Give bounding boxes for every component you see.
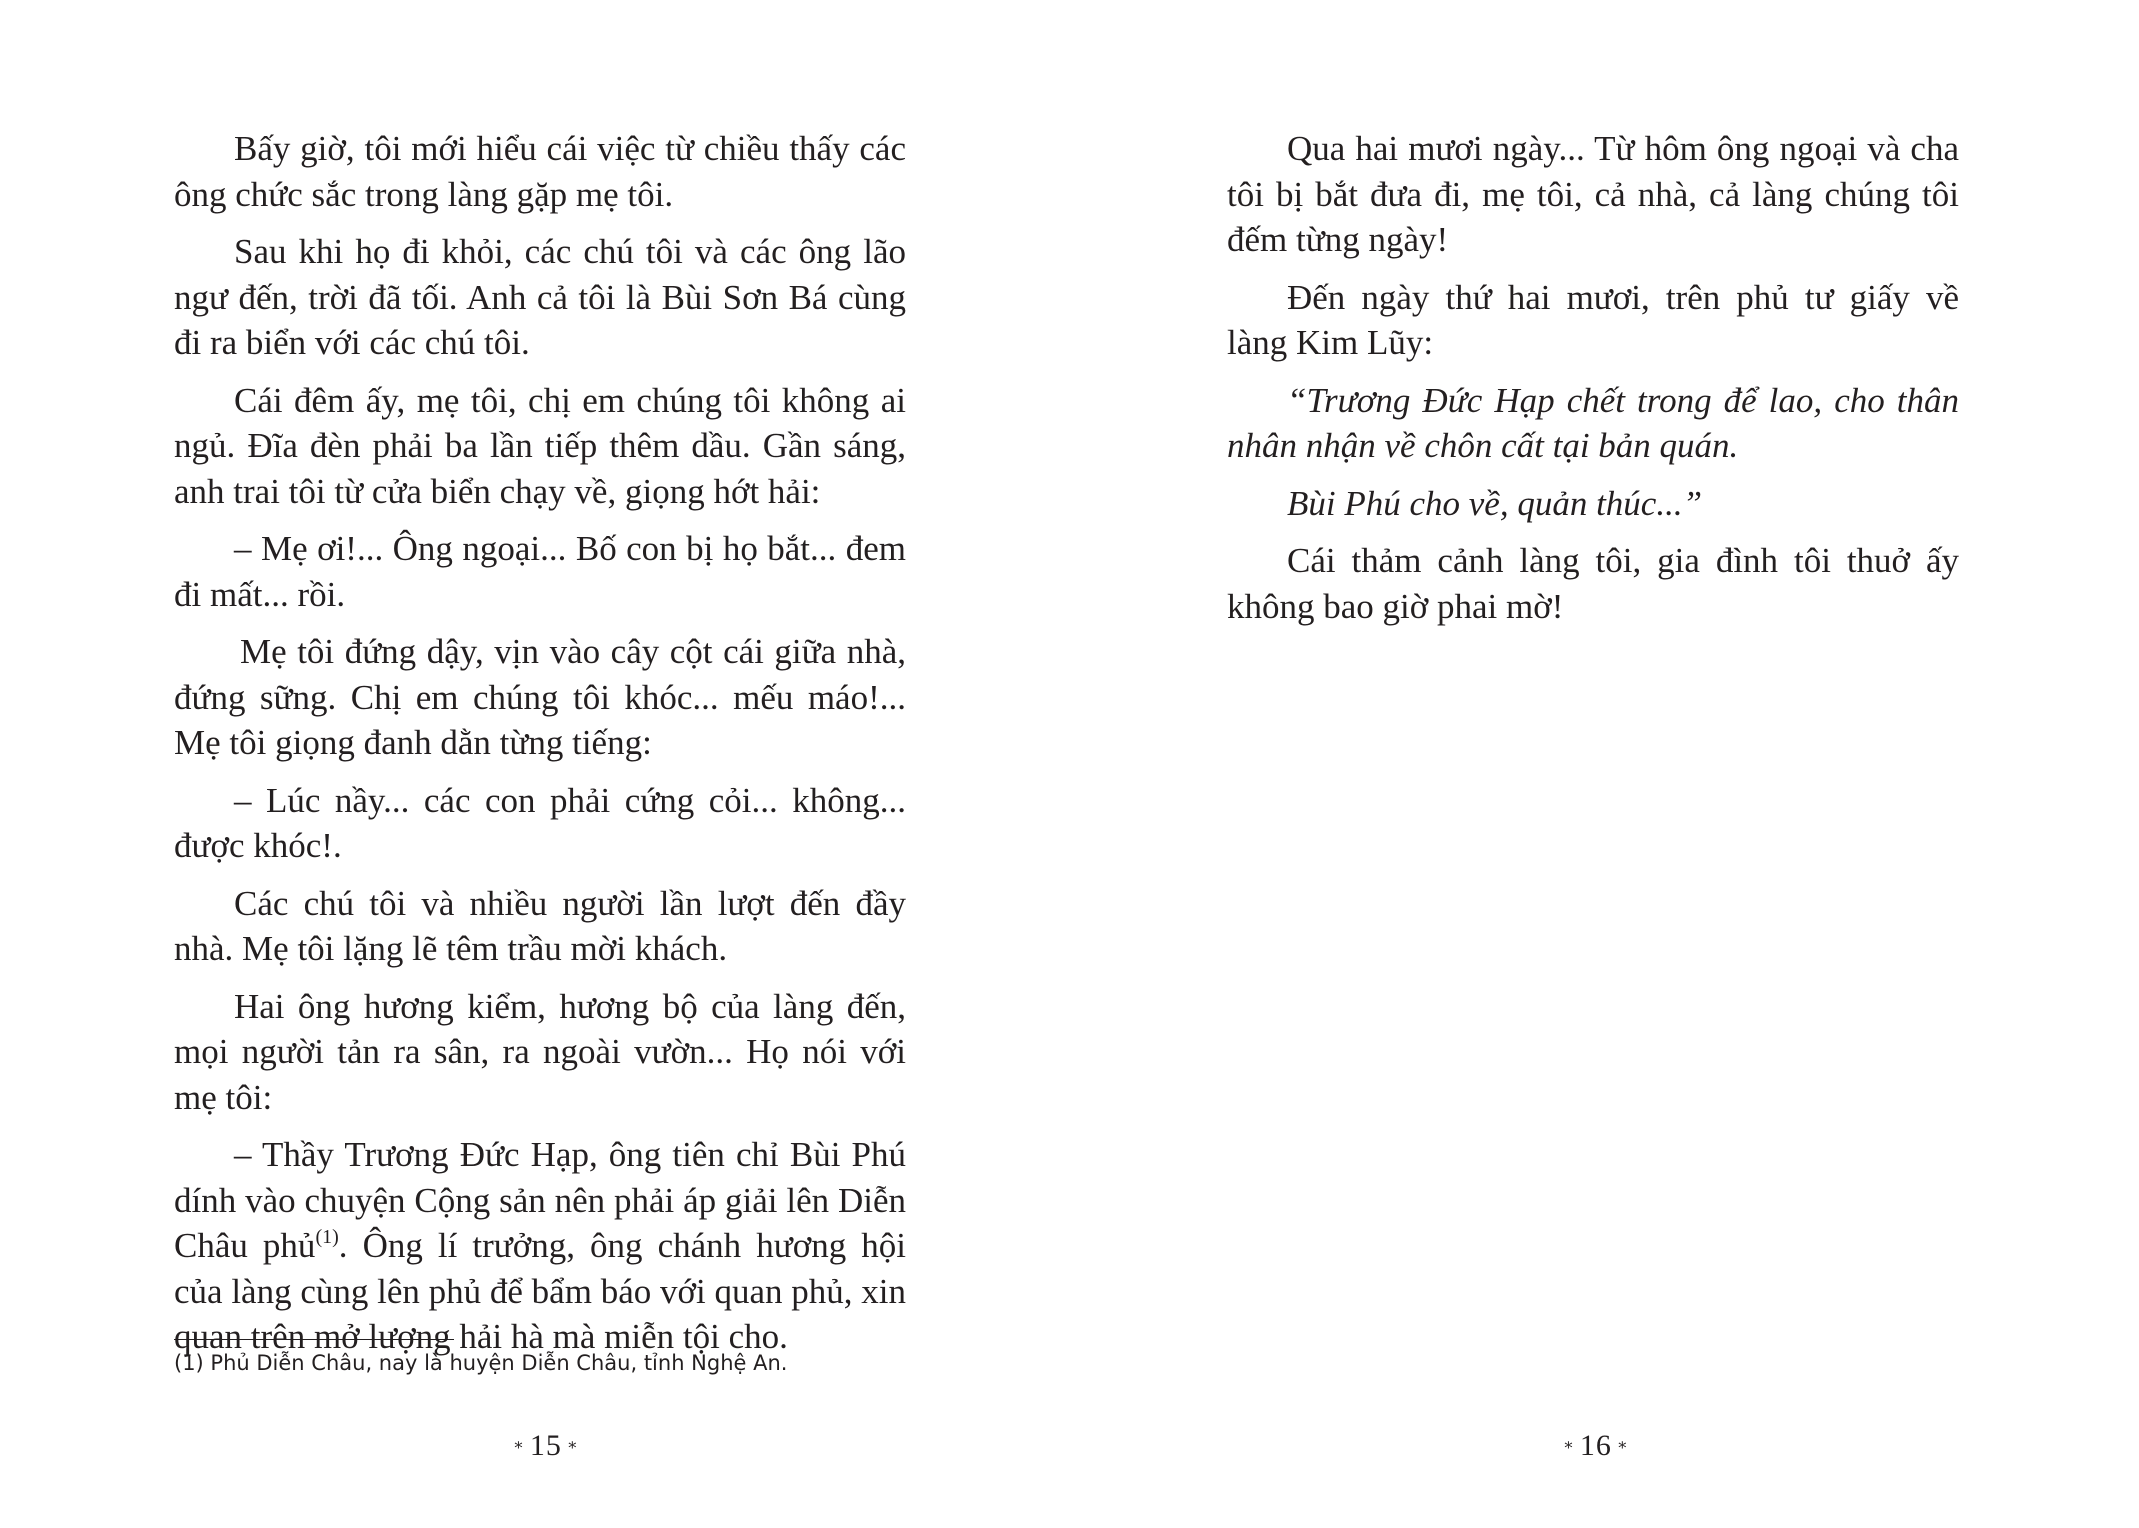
paragraph: Sau khi họ đi khỏi, các chú tôi và các ông lão ngư đến, trời đã tối. Anh cả tôi là Bùi Sơn Bá cùng đi ra biển với các chú tôi. — [174, 232, 906, 362]
paragraph-text: . Ông lí trưởng, ông chánh hương hội của làng cùng lên phủ để bẩm báo với quan phủ, xin quan trên mở lượng hải hà mà miễn tội cho. — [174, 1226, 906, 1356]
dialogue-paragraph-with-footnote — [174, 1132, 906, 1360]
paragraph: Hai ông hương kiểm, hương bộ của làng đến, mọi người tản ra sân, ra ngoài vườn... Họ nói với mẹ tôi: — [174, 986, 906, 1117]
star-ornament: ∗ — [566, 1437, 579, 1454]
paragraph-text: – Thầy Trương Đức Hạp, ông tiên chỉ Bùi Phú dính vào chuyện Cộng sản nên phải áp giải lên Diễn Châu phủ — [174, 1135, 906, 1265]
left-page — [0, 0, 1069, 1528]
star-ornament: ∗ — [1563, 1437, 1575, 1454]
paragraph: Các chú tôi và nhiều người lần lượt đến đầy nhà. Mẹ tôi lặng lẽ têm trầu mời khách. — [174, 883, 906, 968]
left-page-body — [174, 126, 906, 1372]
paragraph: Đến ngày thứ hai mươi, trên phủ tư giấy về làng Kim Lũy: — [1227, 277, 1959, 362]
page-number-value: 15 — [529, 1429, 562, 1462]
paragraph: Mẹ tôi đứng dậy, vịn vào cây cột cái giữa nhà, đứng sững. Chị em chúng tôi khóc... mếu máo!... Mẹ tôi giọng đanh dằn từng tiếng: — [174, 632, 906, 762]
star-ornament: ∗ — [1616, 1437, 1629, 1454]
page-number — [508, 1428, 584, 1464]
paragraph: Qua hai mươi ngày... Từ hôm ông ngoại và cha tôi bị bắt đưa đi, mẹ tôi, cả nhà, cả làng chúng tôi đếm từng ngày! — [1227, 129, 1959, 259]
footnote: (1) Phủ Diễn Châu, nay là huyện Diễn Châu, tỉnh Nghệ An. — [174, 1351, 788, 1375]
right-page — [1070, 0, 2139, 1528]
footnote-reference[interactable]: (1) — [315, 1226, 339, 1248]
star-ornament: ∗ — [513, 1437, 525, 1454]
footnote-divider — [174, 1339, 454, 1340]
dialogue-paragraph: – Lúc nầy... các con phải cứng cỏi... không... được khóc!. — [174, 780, 906, 865]
quoted-document: “Trương Đức Hạp chết trong để lao, cho thân nhân nhận về chôn cất tại bản quán. — [1227, 380, 1959, 465]
page-number — [1558, 1428, 1634, 1464]
dialogue-paragraph: – Mẹ ơi!... Ông ngoại... Bố con bị họ bắt... đem đi mất... rồi. — [174, 529, 906, 614]
page-number-value: 16 — [1579, 1429, 1612, 1462]
paragraph: Cái thảm cảnh làng tôi, gia đình tôi thuở ấy không bao giờ phai mờ! — [1227, 541, 1959, 626]
quoted-document: Bùi Phú cho về, quản thúc...” — [1287, 483, 1703, 523]
paragraph: Bấy giờ, tôi mới hiểu cái việc từ chiều thấy các ông chức sắc trong làng gặp mẹ tôi. — [174, 129, 906, 214]
paragraph: Cái đêm ấy, mẹ tôi, chị em chúng tôi không ai ngủ. Đĩa đèn phải ba lần tiếp thêm dầu. Gần sáng, anh trai tôi từ cửa biển chạy về, giọng hớt hải: — [174, 380, 906, 511]
right-page-body — [1227, 126, 1959, 641]
